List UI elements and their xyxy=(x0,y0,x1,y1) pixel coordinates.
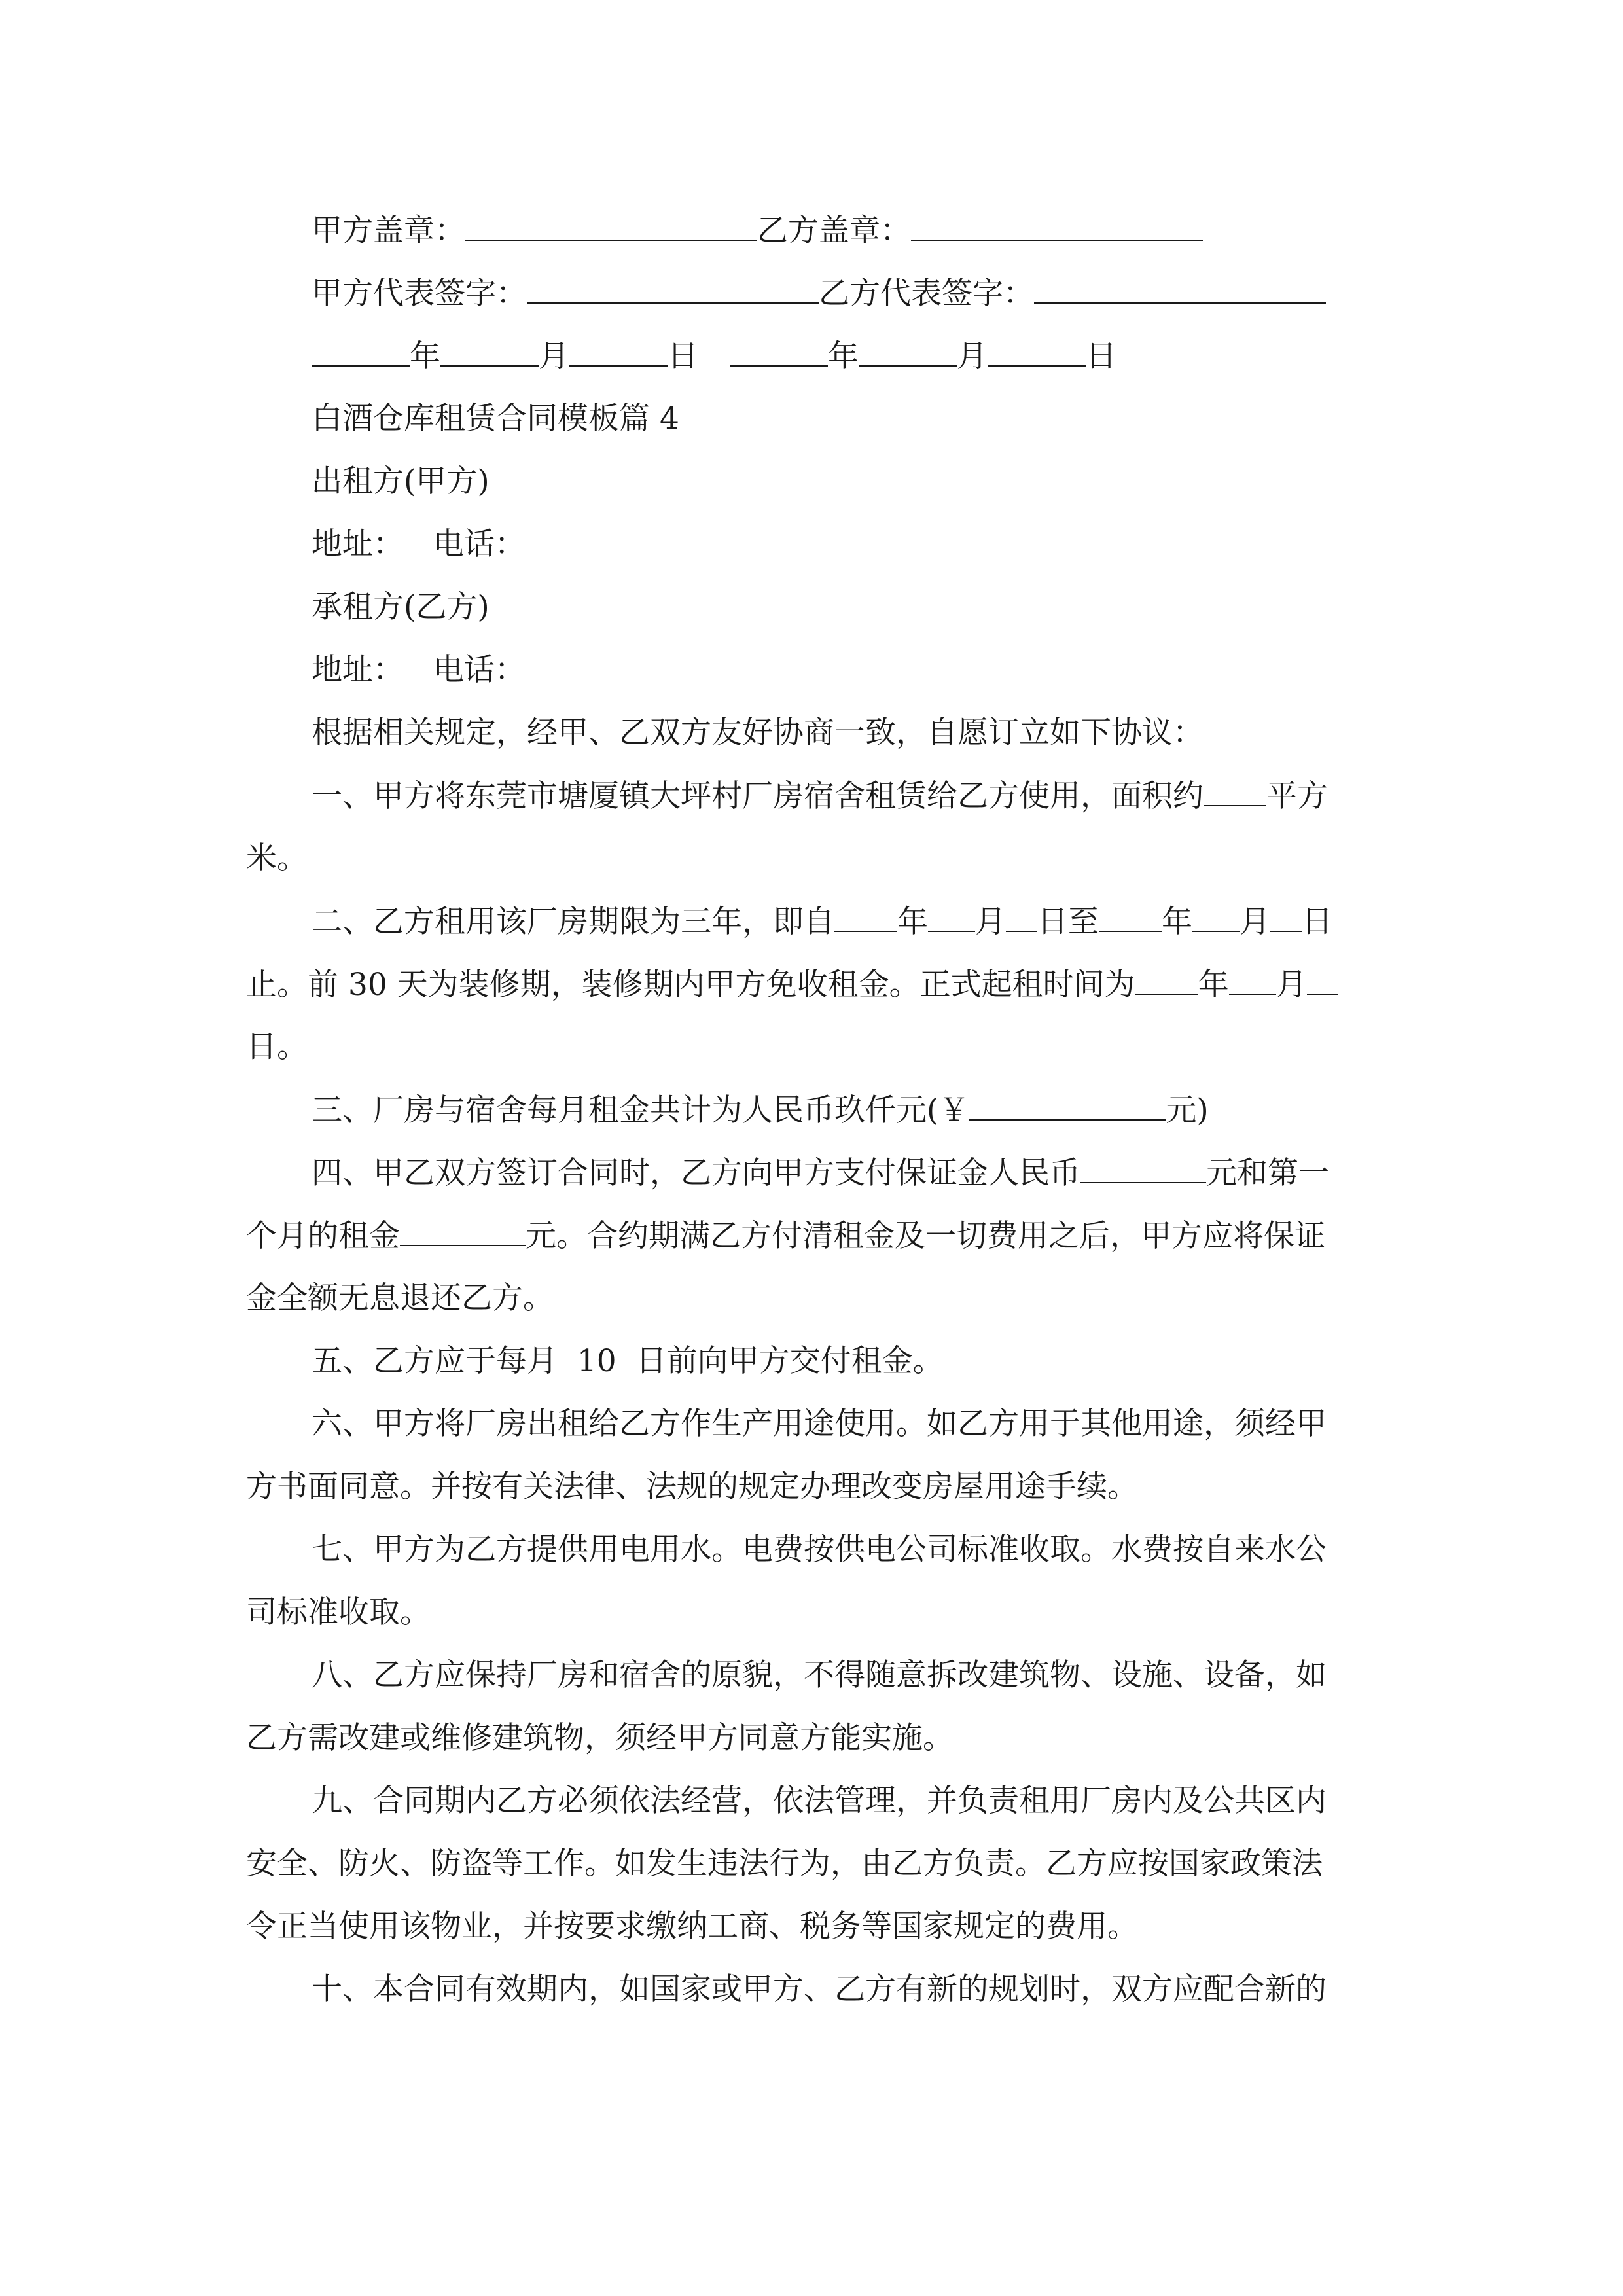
clause-3-text: 三、厂房与宿舍每月租金共计为人民币玖仟元(￥ xyxy=(312,1092,970,1128)
clause-7-line-2: 司标准收取。 xyxy=(246,1594,431,1630)
clause-2-text: 止。前 30 天为装修期，装修期内甲方免收租金。正式起租时间为 xyxy=(246,967,1135,1003)
clause-2-month: 月 xyxy=(1240,904,1270,940)
lessee-contact: 地址： 电话： xyxy=(312,652,526,688)
first-rent-blank xyxy=(400,1216,526,1246)
clause-2-year: 年 xyxy=(1198,967,1229,1003)
end-year-blank xyxy=(1099,902,1162,932)
party-a-rep-label: 甲方代表签字： xyxy=(312,276,527,312)
clause-4-line-3: 金全额无息退还乙方。 xyxy=(246,1280,554,1316)
date-month-label: 月 xyxy=(539,338,569,374)
clause-2-line-3: 日。 xyxy=(246,1029,308,1065)
clause-3 xyxy=(312,1090,1209,1130)
clause-7-line-1: 七、甲方为乙方提供用电用水。电费按供电公司标准收取。水费按自来水公 xyxy=(312,1532,1327,1568)
clause-3-unit: 元) xyxy=(1166,1092,1209,1128)
clause-5: 五、乙方应于每月 10 日前向甲方交付租金。 xyxy=(312,1343,944,1379)
clause-2-to: 日至 xyxy=(1037,904,1099,940)
lessee-label: 承租方(乙方) xyxy=(312,589,490,625)
party-b-rep-blank xyxy=(1034,274,1326,304)
date-blank xyxy=(859,336,957,367)
date-day-label: 日 xyxy=(668,338,698,374)
clause-6-line-1: 六、甲方将厂房出租给乙方作生产用途使用。如乙方用于其他用途，须经甲 xyxy=(312,1406,1327,1442)
rent-amount-blank xyxy=(969,1090,1166,1121)
party-a-rep-blank xyxy=(527,274,819,304)
party-b-seal-blank xyxy=(911,211,1203,241)
date-blank xyxy=(988,336,1086,367)
clause-8-line-1: 八、乙方应保持厂房和宿舍的原貌，不得随意拆改建筑物、设施、设备，如 xyxy=(312,1657,1327,1693)
start-day-blank xyxy=(1006,902,1037,932)
rent-start-month-blank xyxy=(1229,965,1276,995)
clause-2-year: 年 xyxy=(1162,904,1192,940)
end-day-blank xyxy=(1270,902,1302,932)
representative-line xyxy=(312,274,1326,313)
clause-2-line-1 xyxy=(312,902,1332,941)
clause-2-text: 二、乙方租用该厂房期限为三年，即自 xyxy=(312,904,834,940)
clause-4-text: 元。合约期满乙方付清租金及一切费用之后，甲方应将保证 xyxy=(526,1218,1325,1254)
clause-4-text: 个月的租金 xyxy=(246,1218,400,1254)
clause-2-day: 日 xyxy=(1302,904,1332,940)
clause-1-line-1 xyxy=(312,776,1328,816)
date-day-label: 日 xyxy=(1086,338,1116,374)
clause-4-text: 四、甲乙双方签订合同时，乙方向甲方支付保证金人民币 xyxy=(312,1155,1080,1191)
clause-2-month: 月 xyxy=(975,904,1006,940)
party-b-seal-label: 乙方盖章： xyxy=(757,213,911,249)
date-blank xyxy=(569,336,668,367)
lessor-contact: 地址： 电话： xyxy=(312,526,526,562)
date-blank xyxy=(730,336,828,367)
clause-6-line-2: 方书面同意。并按有关法律、法规的规定办理改变房屋用途手续。 xyxy=(246,1469,1138,1505)
date-blank xyxy=(440,336,539,367)
clause-1-unit: 平方 xyxy=(1266,778,1328,814)
date-month-label: 月 xyxy=(957,338,988,374)
start-month-blank xyxy=(928,902,975,932)
rent-start-day-blank xyxy=(1307,965,1338,995)
preamble: 根据相关规定，经甲、乙双方友好协商一致，自愿订立如下协议： xyxy=(312,715,1204,751)
clause-4-text: 元和第一 xyxy=(1206,1155,1329,1191)
date-line xyxy=(312,336,1116,376)
clause-4-line-2 xyxy=(246,1216,1325,1255)
date-year-label: 年 xyxy=(828,338,859,374)
clause-4-line-1 xyxy=(312,1153,1329,1193)
clause-8-line-2: 乙方需改建或维修建筑物，须经甲方同意方能实施。 xyxy=(246,1720,954,1756)
deposit-blank xyxy=(1080,1153,1206,1183)
clause-2-line-2 xyxy=(246,965,1338,1004)
document-title: 白酒仓库租赁合同模板篇 4 xyxy=(312,401,679,437)
area-blank xyxy=(1204,776,1266,806)
clause-2-month: 月 xyxy=(1275,967,1307,1003)
clause-2-year: 年 xyxy=(897,904,928,940)
clause-9-line-3: 令正当使用该物业，并按要求缴纳工商、税务等国家规定的费用。 xyxy=(246,1909,1138,1945)
party-a-seal-blank xyxy=(465,211,757,241)
lessor-label: 出租方(甲方) xyxy=(312,463,490,499)
party-b-rep-label: 乙方代表签字： xyxy=(819,276,1034,312)
clause-1-text: 一、甲方将东莞市塘厦镇大坪村厂房宿舍租赁给乙方使用，面积约 xyxy=(312,778,1204,814)
clause-9-line-1: 九、合同期内乙方必须依法经营，依法管理，并负责租用厂房内及公共区内 xyxy=(312,1783,1327,1819)
date-year-label: 年 xyxy=(410,338,440,374)
start-year-blank xyxy=(834,902,897,932)
date-blank xyxy=(312,336,410,367)
party-a-seal-label: 甲方盖章： xyxy=(312,213,465,249)
end-month-blank xyxy=(1192,902,1240,932)
clause-10-line-1: 十、本合同有效期内，如国家或甲方、乙方有新的规划时，双方应配合新的 xyxy=(312,1971,1327,2007)
clause-1-line-2: 米。 xyxy=(246,840,308,876)
seal-line xyxy=(312,211,1203,250)
rent-start-year-blank xyxy=(1135,965,1198,995)
clause-9-line-2: 安全、防火、防盗等工作。如发生违法行为，由乙方负责。乙方应按国家政策法 xyxy=(246,1846,1323,1882)
